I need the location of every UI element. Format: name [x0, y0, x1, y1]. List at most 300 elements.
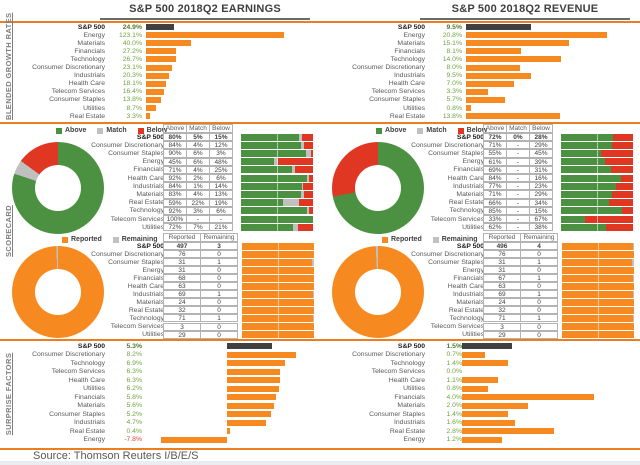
- legend-label: Match: [426, 127, 447, 134]
- table-cell: 90%: [163, 149, 187, 157]
- gridline: [598, 283, 599, 290]
- table-cell: 76: [483, 250, 521, 258]
- bar-area: [142, 360, 320, 367]
- legend-label: Remaining: [441, 236, 478, 243]
- table-cell: 72%: [163, 223, 187, 231]
- table-cell: 0: [520, 250, 558, 258]
- reported-bar: [242, 267, 314, 274]
- growth-row: [320, 112, 640, 120]
- reported-row: [320, 242, 640, 250]
- bar-segment-above: [561, 175, 621, 182]
- value-label: 8.1%: [446, 47, 462, 55]
- surprise-row: [0, 419, 320, 428]
- sector-label: Health Care: [447, 174, 484, 182]
- table-cell: -: [506, 207, 530, 215]
- surprise-bar: [161, 437, 227, 443]
- column-header: Remaining: [200, 233, 238, 242]
- table-cell: 67: [483, 274, 521, 282]
- table-cell: 1: [520, 274, 558, 282]
- panel-title: S&P 500 2018Q2 REVENUE: [420, 3, 630, 20]
- surprise-row: [320, 419, 640, 428]
- bar-area: [142, 419, 320, 426]
- bar-segment-below: [612, 191, 633, 198]
- sector-label: Consumer Discretionary: [352, 64, 425, 72]
- table-cell: 0: [520, 266, 558, 274]
- surprise-bar: [227, 403, 274, 409]
- surprise-bar: [227, 343, 272, 349]
- table-cell: 0: [520, 282, 558, 290]
- table-cell: 0: [200, 282, 238, 290]
- gridline: [277, 142, 278, 149]
- growth-bar: [146, 32, 284, 38]
- sector-label: Consumer Discretionary: [411, 141, 484, 149]
- table-cell: 1: [200, 258, 238, 266]
- surprise-bar: [227, 360, 285, 366]
- table-cell: -: [209, 215, 233, 223]
- growth-bar: [466, 40, 569, 46]
- stacked-bar: [241, 224, 313, 231]
- reported-row: [320, 266, 640, 274]
- table-cell: 71%: [163, 166, 187, 174]
- legend-label: Above: [385, 127, 407, 134]
- gridline: [597, 134, 598, 141]
- sector-label: Consumer Staples: [428, 258, 484, 266]
- stacked-bar: [241, 166, 313, 173]
- bar-area: [462, 436, 640, 443]
- sector-label: Industrials: [74, 419, 105, 427]
- table-cell: 4%: [186, 166, 210, 174]
- table-cell: 15%: [209, 133, 233, 141]
- bar-area: [142, 377, 320, 384]
- stacked-bar: [241, 150, 313, 157]
- value-label: 0.8%: [446, 104, 462, 112]
- scorecard-row: [320, 190, 640, 198]
- growth-row: [320, 72, 640, 80]
- sector-label: Energy: [142, 158, 164, 166]
- sector-label: Telecom Services: [430, 215, 484, 223]
- sector-label: Technology: [390, 55, 425, 63]
- sector-label: Technology: [390, 359, 425, 367]
- scorecard-header-row: [320, 124, 640, 133]
- table-cell: 0: [200, 266, 238, 274]
- stacked-bar: [561, 166, 633, 173]
- sector-label: Telecom Services: [371, 88, 425, 96]
- growth-row: [0, 112, 320, 120]
- table-cell: 23%: [529, 182, 553, 190]
- table-cell: 6%: [209, 174, 233, 182]
- growth-bar: [466, 89, 488, 95]
- growth-bar: [146, 105, 156, 111]
- column-header: Above: [163, 124, 187, 133]
- table-cell: -: [506, 215, 530, 223]
- sector-label: Financials: [453, 166, 484, 174]
- reported-header-row: [0, 233, 320, 242]
- bar-segment-reported: [242, 259, 312, 266]
- surprise-row: [320, 351, 640, 360]
- panel-title: S&P 500 2018Q2 EARNINGS: [100, 3, 310, 20]
- table-cell: -: [506, 158, 530, 166]
- growth-bar: [146, 81, 166, 87]
- sector-label: Financials: [394, 47, 425, 55]
- bar-segment-below: [299, 199, 313, 206]
- surprise-row: [320, 342, 640, 351]
- value-label: 6.2%: [126, 385, 142, 393]
- table-cell: 4%: [186, 141, 210, 149]
- value-label: 8.0%: [446, 64, 462, 72]
- bar-area: [462, 351, 640, 358]
- sector-label: Utilities: [142, 223, 164, 231]
- growth-row: [0, 39, 320, 47]
- sector-label: Telecom Services: [371, 368, 425, 376]
- surprise-bar: [462, 394, 594, 400]
- bar-area: [462, 411, 640, 418]
- scorecard-row: [0, 149, 320, 157]
- growth-row: [0, 47, 320, 55]
- growth-row: [320, 47, 640, 55]
- scorecard-row: [0, 133, 320, 141]
- reported-row: [320, 290, 640, 298]
- growth-bar: [466, 105, 471, 111]
- table-cell: 63: [483, 282, 521, 290]
- reported-bar: [242, 323, 314, 330]
- table-cell: 0: [200, 323, 238, 331]
- reported-bar: [562, 291, 634, 298]
- table-cell: -: [506, 199, 530, 207]
- table-cell: 6%: [209, 207, 233, 215]
- surprise-row: [0, 410, 320, 419]
- sector-label: Financials: [394, 393, 425, 401]
- table-cell: -: [506, 190, 530, 198]
- table-cell: 85%: [483, 207, 507, 215]
- bar-segment-above: [241, 158, 274, 165]
- surprise-bar: [227, 369, 280, 375]
- growth-row: [320, 55, 640, 63]
- bar-segment-below: [278, 158, 313, 165]
- gridline: [277, 224, 278, 231]
- surprise-row: [0, 436, 320, 445]
- bar-segment-below: [601, 150, 633, 157]
- bar-segment-below: [585, 216, 633, 223]
- table-cell: 0: [520, 298, 558, 306]
- growth-row: [0, 96, 320, 104]
- reported-bar: [242, 331, 314, 338]
- scorecard-row: [0, 166, 320, 174]
- table-cell: 29: [483, 331, 521, 339]
- gridline: [277, 150, 278, 157]
- legend-label: Match: [106, 127, 127, 134]
- sector-label: Financials: [74, 393, 105, 401]
- sector-label: Materials: [456, 190, 484, 198]
- table-cell: 31: [483, 266, 521, 274]
- gridline: [597, 142, 598, 149]
- table-cell: 77%: [483, 182, 507, 190]
- gridline: [277, 134, 278, 141]
- sector-label: Energy: [403, 436, 425, 444]
- gridline: [278, 267, 279, 274]
- table-cell: 29%: [529, 141, 553, 149]
- gridline: [598, 291, 599, 298]
- growth-row: [0, 72, 320, 80]
- value-label: 16.4%: [122, 88, 142, 96]
- sector-label: Materials: [136, 190, 164, 198]
- surprise-row: [320, 393, 640, 402]
- table-cell: 16%: [529, 174, 553, 182]
- growth-bar: [146, 65, 172, 71]
- gridline: [277, 207, 278, 214]
- growth-bar: [146, 48, 176, 54]
- table-cell: 29%: [529, 190, 553, 198]
- value-label: 1.4%: [446, 359, 462, 367]
- gridline: [278, 307, 279, 314]
- value-label: 20.8%: [442, 31, 462, 39]
- scorecard-row: [320, 133, 640, 141]
- table-cell: 69: [163, 290, 201, 298]
- table-cell: 67%: [529, 215, 553, 223]
- surprise-row: [320, 359, 640, 368]
- sector-label: S&P 500: [77, 23, 105, 31]
- sector-label: Materials: [456, 298, 484, 306]
- sector-label: Real Estate: [69, 427, 105, 435]
- bar-segment-below: [616, 183, 633, 190]
- gridline: [598, 299, 599, 306]
- legend-label: Remaining: [121, 236, 158, 243]
- sector-label: Technology: [129, 314, 164, 322]
- surprise-row: [320, 436, 640, 445]
- bar-area: [462, 385, 640, 392]
- value-label: 5.3%: [126, 342, 142, 350]
- reported-row: [0, 274, 320, 282]
- sector-label: S&P 500: [136, 242, 164, 250]
- gridline: [277, 216, 278, 223]
- section-label-surprise-factors: SURPRISE FACTORS: [4, 352, 13, 436]
- table-cell: 55%: [483, 149, 507, 157]
- sector-label: Technology: [70, 55, 105, 63]
- value-label: 2.0%: [446, 402, 462, 410]
- surprise-row: [320, 427, 640, 436]
- bar-area: [462, 368, 640, 375]
- bar-segment-above: [561, 191, 612, 198]
- growth-bar: [146, 89, 164, 95]
- sector-label: Telecom Services: [51, 88, 105, 96]
- stacked-bar: [241, 134, 313, 141]
- bar-segment-below: [309, 175, 313, 182]
- reported-bar: [562, 267, 634, 274]
- surprise-bar: [462, 386, 488, 392]
- value-label: 1.6%: [446, 419, 462, 427]
- bar-segment-remaining: [633, 291, 634, 298]
- scorecard-row: [0, 158, 320, 166]
- gridline: [598, 243, 599, 250]
- gridline: [597, 207, 598, 214]
- value-label: 23.1%: [122, 64, 142, 72]
- sector-label: S&P 500: [456, 133, 484, 141]
- table-cell: 45%: [163, 158, 187, 166]
- stacked-bar: [241, 183, 313, 190]
- table-cell: 84%: [483, 174, 507, 182]
- value-label: 20.3%: [122, 72, 142, 80]
- bar-area: [462, 394, 640, 401]
- reported-bar: [242, 315, 314, 322]
- value-label: 15.1%: [442, 39, 462, 47]
- scorecard-row: [320, 182, 640, 190]
- value-label: 4.0%: [446, 393, 462, 401]
- scorecard-header-row: [0, 124, 320, 133]
- value-label: 13.8%: [122, 96, 142, 104]
- bar-segment-below: [295, 166, 313, 173]
- sector-label: Industrials: [453, 182, 484, 190]
- sector-label: Consumer Staples: [108, 258, 164, 266]
- surprise-row: [0, 359, 320, 368]
- value-label: 0.4%: [126, 427, 142, 435]
- reported-header-row: [320, 233, 640, 242]
- gridline: [278, 275, 279, 282]
- column-header: Match: [186, 124, 210, 133]
- sector-label: Consumer Staples: [49, 96, 105, 104]
- value-label: 6.3%: [126, 376, 142, 384]
- sector-label: Utilities: [462, 223, 484, 231]
- gridline: [597, 158, 598, 165]
- legend-label: Above: [65, 127, 87, 134]
- gridline: [278, 259, 279, 266]
- surprise-bar: [462, 437, 502, 443]
- growth-row: [320, 96, 640, 104]
- value-label: 1.5%: [446, 342, 462, 350]
- gridline: [278, 299, 279, 306]
- bar-segment-remaining: [633, 275, 634, 282]
- sector-label: Telecom Services: [110, 323, 164, 331]
- growth-row: [320, 104, 640, 112]
- sector-label: Technology: [449, 314, 484, 322]
- sector-label: Real Estate: [128, 199, 164, 207]
- bar-area: [462, 428, 640, 435]
- growth-row: [320, 39, 640, 47]
- scorecard-row: [320, 215, 640, 223]
- sector-label: S&P 500: [397, 342, 425, 350]
- surprise-row: [0, 402, 320, 411]
- sector-label: Real Estate: [128, 306, 164, 314]
- reported-row: [0, 282, 320, 290]
- surprise-row: [0, 376, 320, 385]
- reported-bar: [562, 243, 634, 250]
- gridline: [598, 259, 599, 266]
- table-cell: 32: [163, 306, 201, 314]
- gridline: [278, 243, 279, 250]
- gridline: [278, 283, 279, 290]
- table-cell: 32: [483, 306, 521, 314]
- bar-segment-below: [304, 142, 313, 149]
- table-cell: 22%: [186, 199, 210, 207]
- sector-label: Industrials: [394, 419, 425, 427]
- table-cell: 19%: [209, 199, 233, 207]
- reported-row: [320, 323, 640, 331]
- revenue-panel: [320, 0, 640, 465]
- table-cell: 14%: [209, 182, 233, 190]
- growth-bar: [466, 56, 561, 62]
- table-cell: -: [506, 149, 530, 157]
- value-label: 5.2%: [126, 410, 142, 418]
- table-cell: 71: [483, 314, 521, 322]
- scorecard-row: [0, 223, 320, 231]
- gridline: [277, 175, 278, 182]
- table-cell: 5%: [186, 133, 210, 141]
- reported-bar: [562, 283, 634, 290]
- sector-label: Consumer Staples: [369, 410, 425, 418]
- gridline: [598, 331, 599, 338]
- gridline: [278, 315, 279, 322]
- reported-bar: [242, 259, 314, 266]
- bar-area: [142, 368, 320, 375]
- sector-label: Consumer Staples: [369, 96, 425, 104]
- surprise-row: [320, 376, 640, 385]
- gridline: [278, 251, 279, 258]
- surprise-row: [0, 385, 320, 394]
- growth-row: [320, 64, 640, 72]
- column-header: Remaining: [520, 233, 558, 242]
- reported-bar: [242, 275, 314, 282]
- sector-label: Industrials: [394, 72, 425, 80]
- growth-bar: [466, 73, 531, 79]
- growth-bar: [146, 113, 150, 119]
- column-header: Reported: [163, 233, 201, 242]
- sector-label: Energy: [83, 436, 105, 444]
- value-label: 5.7%: [446, 96, 462, 104]
- surprise-bar: [227, 352, 296, 358]
- growth-row: [0, 104, 320, 112]
- table-cell: 80%: [163, 133, 187, 141]
- bar-segment-above: [561, 150, 601, 157]
- reported-bar: [562, 251, 634, 258]
- growth-bar: [466, 32, 607, 38]
- bar-segment-above: [241, 134, 299, 141]
- bar-segment-remaining: [312, 259, 314, 266]
- legend-label: Reported: [71, 236, 102, 243]
- table-cell: 4: [520, 242, 558, 250]
- bar-segment-below: [621, 175, 633, 182]
- value-label: 13.8%: [442, 112, 462, 120]
- table-cell: 71%: [483, 190, 507, 198]
- table-cell: 33%: [483, 215, 507, 223]
- sector-label: Technology: [129, 207, 164, 215]
- gridline: [597, 150, 598, 157]
- surprise-bar: [227, 394, 276, 400]
- reported-row: [0, 323, 320, 331]
- sector-label: Utilities: [403, 385, 425, 393]
- bar-segment-remaining: [633, 315, 634, 322]
- value-label: 7.0%: [446, 80, 462, 88]
- scorecard-row: [320, 174, 640, 182]
- scorecard-row: [0, 199, 320, 207]
- sector-label: S&P 500: [136, 133, 164, 141]
- table-cell: 61%: [483, 158, 507, 166]
- stacked-bar: [241, 207, 313, 214]
- bar-segment-below: [298, 224, 313, 231]
- table-cell: 21%: [209, 223, 233, 231]
- table-cell: 6%: [186, 149, 210, 157]
- gridline: [597, 191, 598, 198]
- table-cell: 15%: [529, 207, 553, 215]
- table-cell: 497: [163, 242, 201, 250]
- gridline: [597, 175, 598, 182]
- bar-area: [462, 377, 640, 384]
- reported-row: [0, 298, 320, 306]
- scorecard-row: [0, 215, 320, 223]
- bar-area: [142, 402, 320, 409]
- column-header: Above: [483, 124, 507, 133]
- section-label-blended-growth-rates: BLENDED GROWTH RATES: [4, 12, 13, 120]
- bar-segment-above: [241, 175, 307, 182]
- gridline: [597, 224, 598, 231]
- reported-row: [0, 314, 320, 322]
